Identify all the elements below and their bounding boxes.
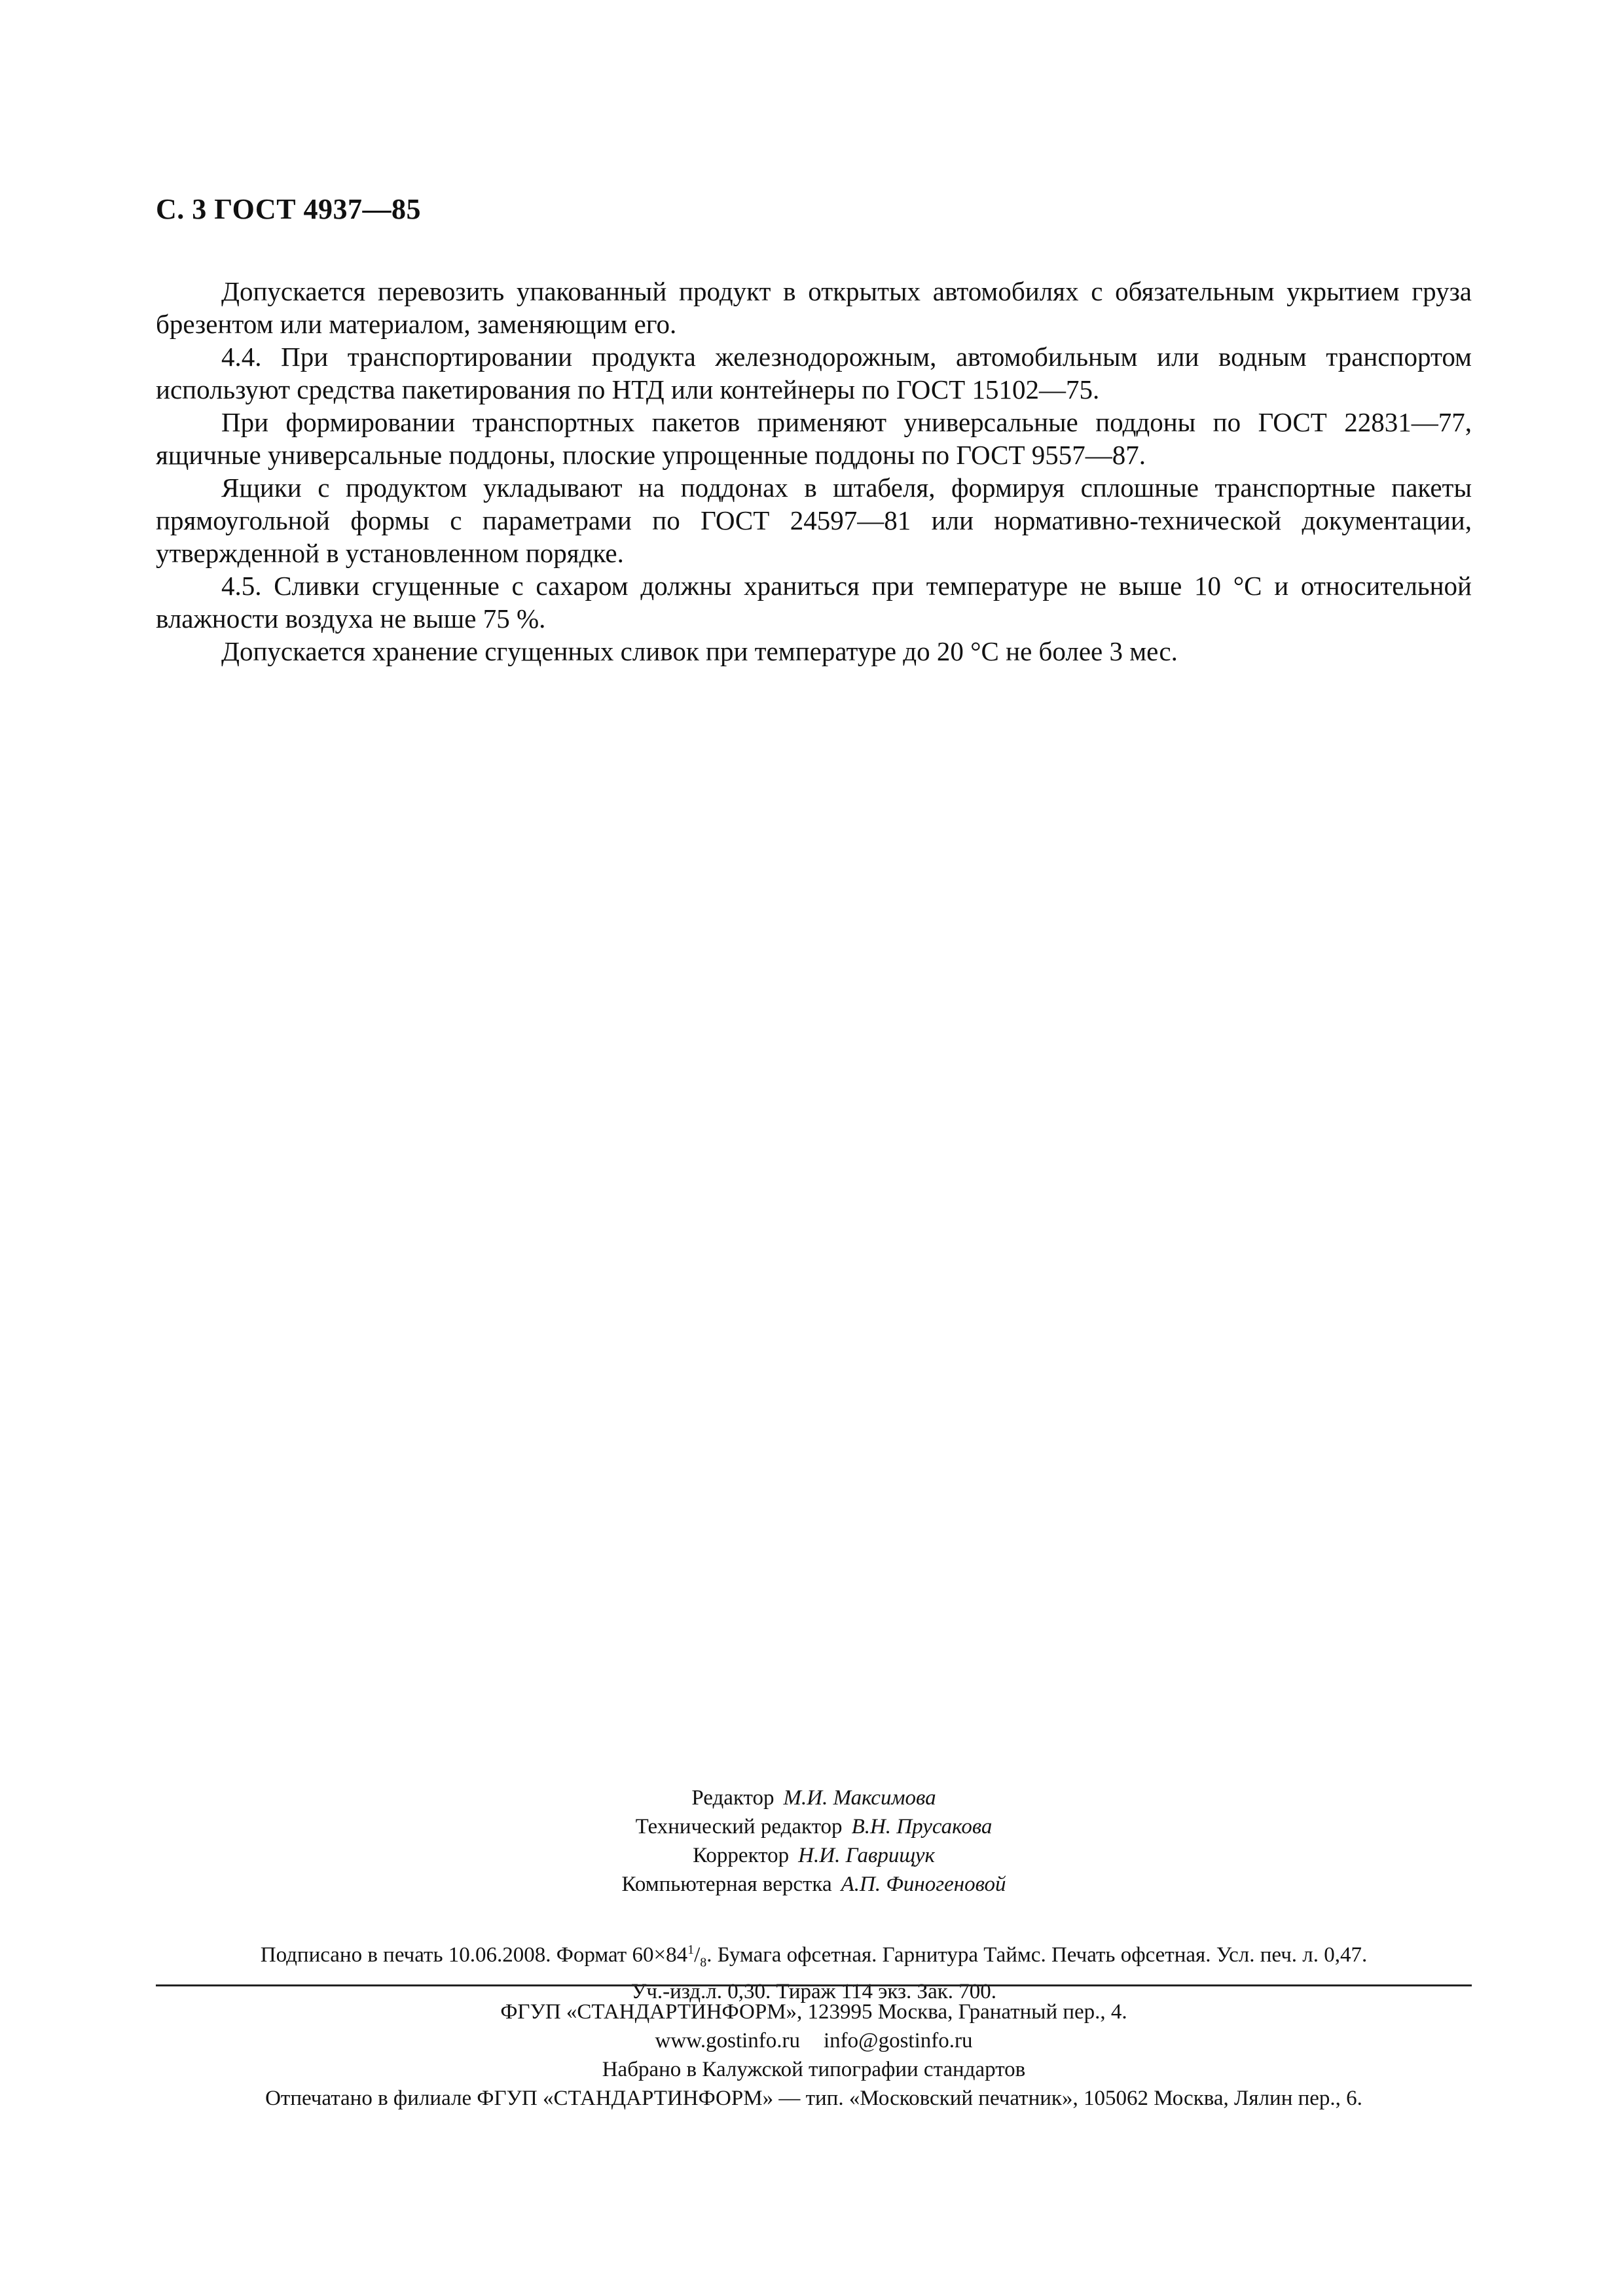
credit-role: Компьютерная верстка [621, 1873, 832, 1896]
paragraph: При формировании транспортных пакетов применяют универсальные поддоны по ГОСТ 22831—77, ящичные универсальные поддоны, плоские упрощенные поддоны по ГОСТ 9557—87. [156, 407, 1472, 470]
paragraph: Допускается перевозить упакованный продукт в открытых автомобилях с обязательным укрытием груза брезентом или материалом, заменяющим его. [156, 276, 1472, 339]
paragraph: Допускается хранение сгущенных сливок при температуре до 20 °С не более 3 мес. [221, 636, 1178, 666]
fraction-numerator: 1 [687, 1943, 695, 1957]
credit-role: Корректор [693, 1844, 790, 1867]
running-head: С. 3 ГОСТ 4937—85 [156, 193, 422, 225]
print-info-text: . Бумага офсетная. Гарнитура Таймс. Печать офсетная. Усл. печ. л. 0,47. [706, 1943, 1368, 1967]
credit-line [156, 1841, 1472, 1870]
fraction-denominator: 8 [700, 1955, 707, 1970]
printed-note: Отпечатано в филиале ФГУП «СТАНДАРТИНФОРМ» — тип. «Московский печатник», 105062 Москва, Лялин пер., 6. [265, 2087, 1362, 2110]
paragraph: Ящики с продуктом укладывают на поддонах в штабеля, формируя сплошные транспортные пакеты прямоугольной формы с параметрами по ГОСТ 24597—81 или нормативно-технической документации, утвержденной в установленном порядке. [156, 473, 1472, 568]
credit-role: Технический редактор [635, 1815, 843, 1839]
publisher-block [156, 1998, 1472, 2113]
print-info-text: Подписано в печать 10.06.2008. Формат 60×84 [260, 1943, 688, 1967]
imprint [156, 1784, 1472, 2006]
paragraph: 4.4. При транспортировании продукта железнодорожным, автомобильным или водным транспортом используют средства пакетирования по НТД или контейнеры по ГОСТ 15102—75. [156, 342, 1472, 404]
credit-name: А.П. Финогеновой [841, 1873, 1006, 1896]
credit-name: Н.И. Гаврищук [798, 1844, 935, 1867]
credit-name: В.Н. Прусакова [851, 1815, 993, 1839]
credit-line [156, 1784, 1472, 1812]
print-info-line-2: Уч.-изд.л. 0,30. Тираж 114 экз. Зак. 700. [630, 1979, 997, 2003]
print-info-line-1: Подписано в печать 10.06.2008. Формат $60\times 84^1/_8$. Бумага офсетная. Гарнитура Таймс. Печать офсетная. Усл. печ. л. 0,47. [260, 1943, 1368, 1970]
publisher-address: ФГУП «СТАНДАРТИНФОРМ», 123995 Москва, Гранатный пер., 4. [500, 2000, 1127, 2024]
credit-line [156, 1870, 1472, 1899]
publisher-contacts [156, 2026, 1472, 2055]
email-link: info@gostinfo.ru [824, 2029, 973, 2053]
paragraph: 4.5. Сливки сгущенные с сахаром должны храниться при температуре не выше 10 °С и относительной влажности воздуха не выше 75 %. [156, 571, 1472, 634]
body-text [156, 275, 1472, 668]
credit-name: М.И. Максимова [783, 1786, 936, 1810]
divider [156, 1984, 1472, 1986]
credit-line [156, 1812, 1472, 1841]
website-link: www.gostinfo.ru [655, 2029, 801, 2053]
print-info [156, 1935, 1472, 2006]
credit-role: Редактор [691, 1786, 775, 1810]
typeset-note: Набрано в Калужской типографии стандартов [602, 2058, 1026, 2081]
